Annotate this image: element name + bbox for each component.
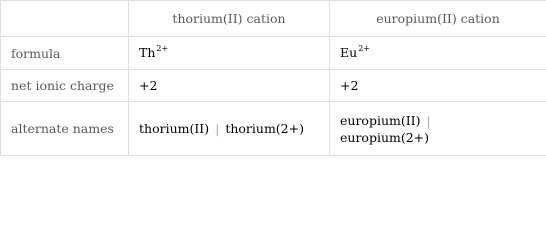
charge-cell-thorium: +2 [129, 70, 330, 102]
formula-cell-europium [330, 37, 546, 70]
alternate-name: thorium(2+) [225, 121, 304, 136]
header-row [1, 1, 546, 37]
column-header-europium: europium(II) cation [330, 1, 546, 37]
row-label-net-ionic-charge: net ionic charge [1, 70, 129, 102]
formula-charge-superscript: 2+ [156, 43, 169, 53]
formula-base: Eu [340, 44, 358, 60]
formula-charge-superscript: 2+ [358, 43, 370, 53]
corner-cell [1, 1, 129, 37]
alternate-names-cell-thorium [129, 102, 330, 156]
table-row-alternate-names [1, 102, 546, 156]
table-row-net-ionic-charge [1, 70, 546, 102]
alternate-name: europium(2+) [340, 129, 430, 145]
formula-cell-thorium [129, 37, 330, 70]
formula-base: Th [139, 44, 156, 60]
alternate-name: thorium(II) [139, 121, 210, 136]
column-header-thorium: thorium(II) cation [129, 1, 330, 37]
table-row-formula [1, 37, 546, 70]
alternate-names-cell-europium [330, 102, 546, 156]
row-label-alternate-names: alternate names [1, 102, 129, 156]
name-separator: | [426, 112, 431, 128]
name-separator: | [215, 121, 220, 136]
row-label-formula: formula [1, 37, 129, 70]
alternate-name: europium(II) [340, 112, 421, 128]
charge-cell-europium: +2 [330, 70, 546, 102]
